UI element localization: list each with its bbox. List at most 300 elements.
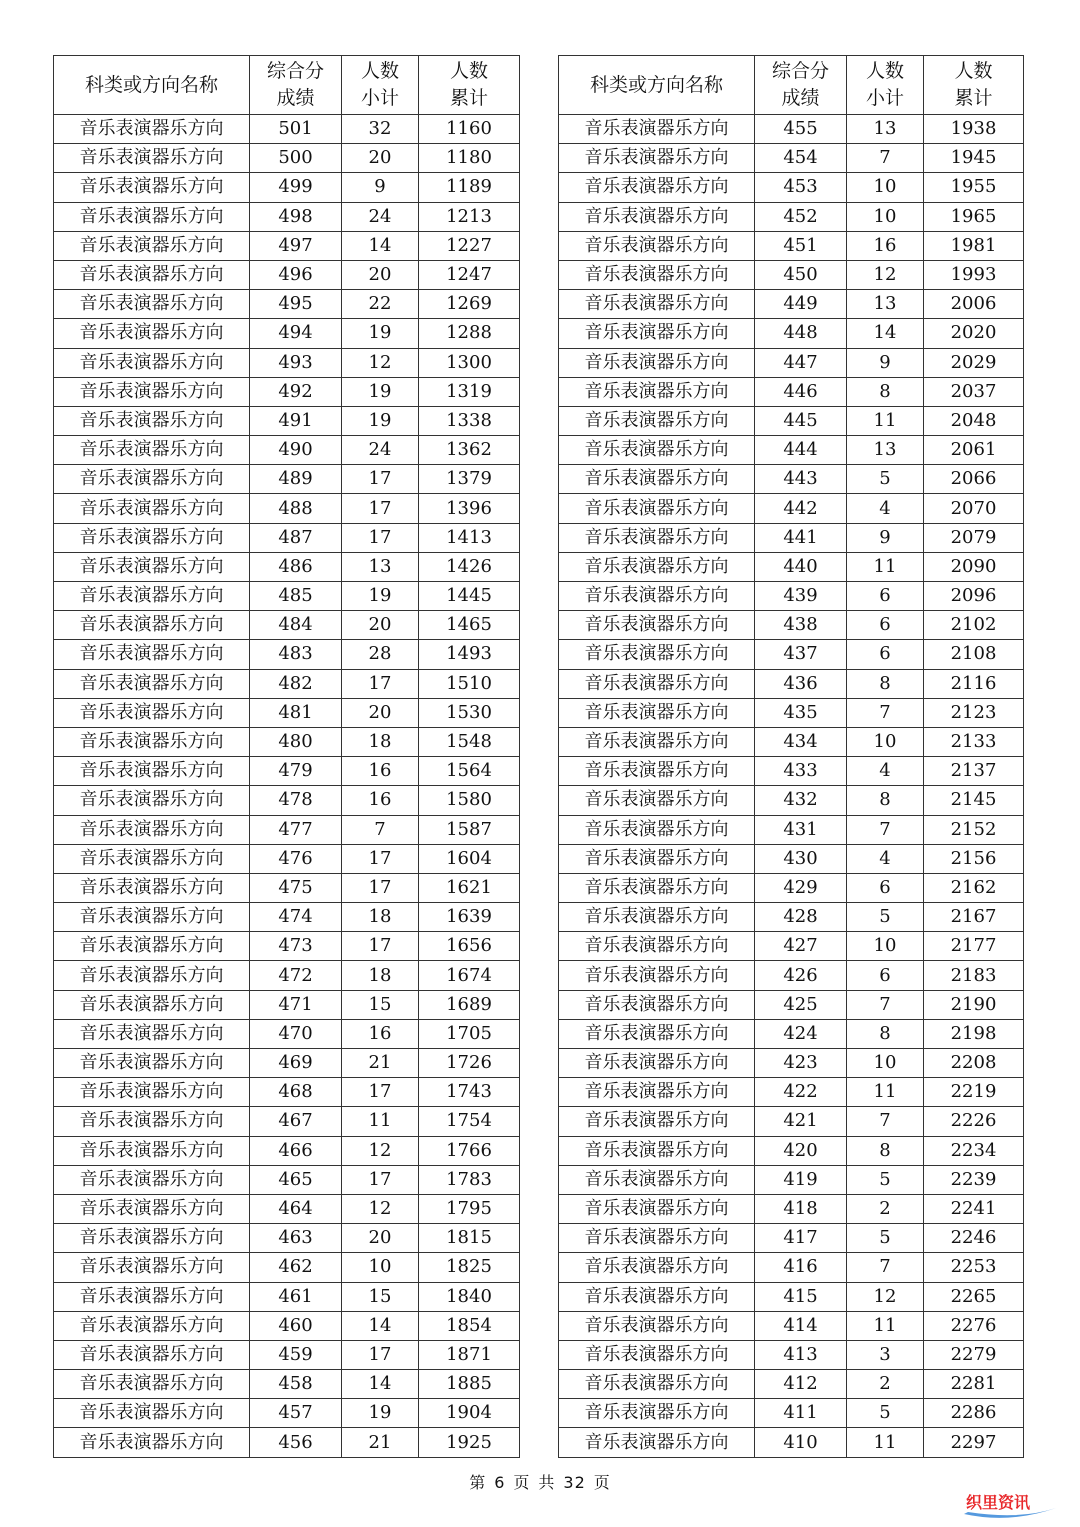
cell-count: 17 [342,494,419,523]
footer-page-word: 页 [513,1473,531,1492]
cell-name: 音乐表演器乐方向 [54,1311,250,1340]
cell-cumulative: 1530 [419,698,520,727]
cell-count: 17 [342,844,419,873]
header-cumulative: 人数 累计 [419,56,520,115]
table-row [54,1049,520,1078]
cell-score: 416 [755,1253,847,1282]
cell-name: 音乐表演器乐方向 [54,173,250,202]
cell-name: 音乐表演器乐方向 [559,494,755,523]
cell-cumulative: 2167 [924,903,1024,932]
table-row [559,1049,1024,1078]
cell-score: 479 [250,757,342,786]
table-row [54,406,520,435]
cell-name: 音乐表演器乐方向 [54,290,250,319]
cell-name: 音乐表演器乐方向 [559,319,755,348]
cell-name: 音乐表演器乐方向 [54,990,250,1019]
cell-count: 16 [342,757,419,786]
table-row [54,961,520,990]
table-row [559,202,1024,231]
cell-name: 音乐表演器乐方向 [559,406,755,435]
cell-cumulative: 1674 [419,961,520,990]
table-row [559,1165,1024,1194]
cell-count: 19 [342,1399,419,1428]
cell-cumulative: 2070 [924,494,1024,523]
cell-count: 11 [847,406,924,435]
cell-name: 音乐表演器乐方向 [559,1049,755,1078]
header-name: 科类或方向名称 [54,56,250,115]
table-row [559,961,1024,990]
table-row [54,873,520,902]
cell-count: 11 [847,1428,924,1457]
cell-count: 18 [342,961,419,990]
cell-score: 443 [755,465,847,494]
cell-score: 457 [250,1399,342,1428]
cell-cumulative: 2177 [924,932,1024,961]
cell-count: 5 [847,1399,924,1428]
table-row [54,903,520,932]
cell-cumulative: 2079 [924,523,1024,552]
cell-count: 10 [342,1253,419,1282]
cell-score: 464 [250,1194,342,1223]
cell-name: 音乐表演器乐方向 [559,552,755,581]
cell-cumulative: 2183 [924,961,1024,990]
table-row [559,1224,1024,1253]
cell-score: 483 [250,640,342,669]
cell-cumulative: 1300 [419,348,520,377]
table-row [559,757,1024,786]
cell-name: 音乐表演器乐方向 [559,348,755,377]
cell-count: 20 [342,144,419,173]
cell-count: 7 [847,698,924,727]
table-row [559,1136,1024,1165]
header-score: 综合分 成绩 [755,56,847,115]
cell-name: 音乐表演器乐方向 [559,436,755,465]
cell-name: 音乐表演器乐方向 [559,698,755,727]
cell-cumulative: 2096 [924,582,1024,611]
cell-name: 音乐表演器乐方向 [54,1224,250,1253]
table-row [559,348,1024,377]
table-row [54,1165,520,1194]
cell-cumulative: 1656 [419,932,520,961]
table-row [54,786,520,815]
cell-score: 447 [755,348,847,377]
cell-cumulative: 1639 [419,903,520,932]
cell-count: 5 [847,903,924,932]
cell-name: 音乐表演器乐方向 [559,231,755,260]
cell-score: 468 [250,1078,342,1107]
cell-count: 24 [342,202,419,231]
cell-count: 20 [342,260,419,289]
table-row [54,815,520,844]
cell-score: 484 [250,611,342,640]
cell-score: 453 [755,173,847,202]
cell-cumulative: 2279 [924,1340,1024,1369]
cell-cumulative: 2037 [924,377,1024,406]
cell-name: 音乐表演器乐方向 [559,1370,755,1399]
footer-total-word: 共 [538,1473,556,1492]
cell-name: 音乐表演器乐方向 [559,903,755,932]
table-row [559,231,1024,260]
cell-cumulative: 1247 [419,260,520,289]
cell-count: 21 [342,1049,419,1078]
cell-cumulative: 1743 [419,1078,520,1107]
cell-count: 12 [847,260,924,289]
cell-count: 16 [342,786,419,815]
footer-suffix: 页 [593,1473,611,1492]
table-row [559,494,1024,523]
cell-cumulative: 2145 [924,786,1024,815]
cell-cumulative: 2198 [924,1019,1024,1048]
cell-cumulative: 2116 [924,669,1024,698]
cell-cumulative: 1180 [419,144,520,173]
table-row [54,523,520,552]
cell-cumulative: 1587 [419,815,520,844]
cell-name: 音乐表演器乐方向 [559,377,755,406]
cell-count: 13 [847,115,924,144]
cell-score: 456 [250,1428,342,1457]
cell-cumulative: 2208 [924,1049,1024,1078]
cell-cumulative: 2006 [924,290,1024,319]
cell-count: 11 [847,552,924,581]
cell-score: 460 [250,1311,342,1340]
cell-score: 420 [755,1136,847,1165]
cell-name: 音乐表演器乐方向 [559,611,755,640]
cell-count: 6 [847,961,924,990]
cell-score: 419 [755,1165,847,1194]
header-count: 人数 小计 [847,56,924,115]
cell-score: 448 [755,319,847,348]
cell-count: 18 [342,903,419,932]
table-row [54,1253,520,1282]
cell-count: 28 [342,640,419,669]
cell-name: 音乐表演器乐方向 [54,319,250,348]
cell-name: 音乐表演器乐方向 [559,1399,755,1428]
cell-cumulative: 1925 [419,1428,520,1457]
table-row [559,1428,1024,1457]
cell-name: 音乐表演器乐方向 [54,669,250,698]
cell-cumulative: 2297 [924,1428,1024,1457]
table-row [559,1311,1024,1340]
cell-cumulative: 2152 [924,815,1024,844]
cell-cumulative: 2246 [924,1224,1024,1253]
cell-name: 音乐表演器乐方向 [54,552,250,581]
cell-name: 音乐表演器乐方向 [559,1136,755,1165]
cell-count: 15 [342,990,419,1019]
cell-score: 492 [250,377,342,406]
table-row [559,465,1024,494]
table-row [54,1078,520,1107]
cell-score: 439 [755,582,847,611]
table-row [54,494,520,523]
header-name: 科类或方向名称 [559,56,755,115]
table-row [54,1282,520,1311]
cell-score: 461 [250,1282,342,1311]
cell-count: 17 [342,465,419,494]
cell-cumulative: 1604 [419,844,520,873]
table-row [54,319,520,348]
cell-cumulative: 1413 [419,523,520,552]
cell-name: 音乐表演器乐方向 [559,961,755,990]
cell-cumulative: 1288 [419,319,520,348]
cell-name: 音乐表演器乐方向 [54,1399,250,1428]
cell-cumulative: 2048 [924,406,1024,435]
cell-score: 446 [755,377,847,406]
cell-count: 13 [342,552,419,581]
logo-text: 织里资讯 [966,1493,1031,1512]
cell-score: 489 [250,465,342,494]
cell-score: 498 [250,202,342,231]
table-row [559,319,1024,348]
table-row [559,1399,1024,1428]
table-row [54,290,520,319]
table-row [559,1370,1024,1399]
cell-count: 11 [847,1078,924,1107]
cell-score: 494 [250,319,342,348]
cell-cumulative: 1754 [419,1107,520,1136]
cell-cumulative: 1795 [419,1194,520,1223]
cell-name: 音乐表演器乐方向 [54,1049,250,1078]
cell-cumulative: 2029 [924,348,1024,377]
cell-score: 427 [755,932,847,961]
table-row [54,202,520,231]
table-row [559,260,1024,289]
cell-count: 6 [847,582,924,611]
table-row [559,436,1024,465]
cell-count: 6 [847,640,924,669]
cell-score: 450 [755,260,847,289]
footer-total-pages: 32 [563,1473,586,1492]
cell-name: 音乐表演器乐方向 [54,903,250,932]
cell-count: 9 [847,523,924,552]
cell-cumulative: 1766 [419,1136,520,1165]
cell-name: 音乐表演器乐方向 [54,231,250,260]
cell-score: 435 [755,698,847,727]
cell-cumulative: 1269 [419,290,520,319]
cell-count: 8 [847,669,924,698]
cell-count: 19 [342,377,419,406]
cell-name: 音乐表演器乐方向 [54,1428,250,1457]
table-row [559,1340,1024,1369]
cell-score: 476 [250,844,342,873]
table-row [559,1282,1024,1311]
cell-cumulative: 1955 [924,173,1024,202]
cell-score: 428 [755,903,847,932]
cell-count: 10 [847,202,924,231]
cell-name: 音乐表演器乐方向 [54,815,250,844]
table-row [54,990,520,1019]
cell-name: 音乐表演器乐方向 [54,377,250,406]
cell-count: 17 [342,1165,419,1194]
cell-count: 4 [847,494,924,523]
page-footer [0,1470,1080,1493]
table-row [559,173,1024,202]
table-row [54,757,520,786]
table-row [54,231,520,260]
cell-count: 14 [342,231,419,260]
cell-score: 467 [250,1107,342,1136]
cell-name: 音乐表演器乐方向 [559,260,755,289]
cell-score: 488 [250,494,342,523]
cell-cumulative: 2066 [924,465,1024,494]
cell-count: 12 [847,1282,924,1311]
cell-count: 17 [342,932,419,961]
cell-name: 音乐表演器乐方向 [54,1107,250,1136]
header-score: 综合分 成绩 [250,56,342,115]
cell-score: 429 [755,873,847,902]
cell-count: 21 [342,1428,419,1457]
table-row [54,640,520,669]
cell-score: 411 [755,1399,847,1428]
cell-cumulative: 1854 [419,1311,520,1340]
cell-score: 486 [250,552,342,581]
cell-score: 478 [250,786,342,815]
cell-count: 10 [847,1049,924,1078]
cell-name: 音乐表演器乐方向 [54,465,250,494]
cell-score: 425 [755,990,847,1019]
cell-count: 7 [342,815,419,844]
cell-count: 4 [847,844,924,873]
table-row [54,115,520,144]
cell-count: 9 [342,173,419,202]
cell-score: 465 [250,1165,342,1194]
cell-name: 音乐表演器乐方向 [54,1282,250,1311]
cell-name: 音乐表演器乐方向 [54,1340,250,1369]
cell-score: 497 [250,231,342,260]
cell-score: 469 [250,1049,342,1078]
cell-score: 472 [250,961,342,990]
cell-score: 424 [755,1019,847,1048]
cell-count: 7 [847,990,924,1019]
cell-cumulative: 1726 [419,1049,520,1078]
cell-score: 423 [755,1049,847,1078]
header-cumulative: 人数 累计 [924,56,1024,115]
cell-name: 音乐表演器乐方向 [559,1282,755,1311]
cell-score: 418 [755,1194,847,1223]
cell-score: 463 [250,1224,342,1253]
cell-count: 13 [847,290,924,319]
table-row [54,1311,520,1340]
cell-name: 音乐表演器乐方向 [559,669,755,698]
cell-score: 449 [755,290,847,319]
cell-cumulative: 2286 [924,1399,1024,1428]
table-row [54,377,520,406]
cell-score: 470 [250,1019,342,1048]
cell-cumulative: 2061 [924,436,1024,465]
cell-cumulative: 1825 [419,1253,520,1282]
cell-score: 500 [250,144,342,173]
cell-count: 18 [342,727,419,756]
cell-cumulative: 1379 [419,465,520,494]
cell-cumulative: 1981 [924,231,1024,260]
table-row [54,1428,520,1457]
cell-cumulative: 2281 [924,1370,1024,1399]
cell-name: 音乐表演器乐方向 [54,582,250,611]
cell-score: 440 [755,552,847,581]
cell-score: 444 [755,436,847,465]
cell-count: 14 [342,1370,419,1399]
cell-name: 音乐表演器乐方向 [559,844,755,873]
cell-name: 音乐表演器乐方向 [54,1253,250,1282]
cell-count: 5 [847,1224,924,1253]
cell-score: 459 [250,1340,342,1369]
cell-score: 477 [250,815,342,844]
score-table-left [53,55,520,1458]
cell-cumulative: 1396 [419,494,520,523]
cell-cumulative: 1945 [924,144,1024,173]
cell-count: 16 [342,1019,419,1048]
cell-name: 音乐表演器乐方向 [54,727,250,756]
table-row [54,144,520,173]
cell-name: 音乐表演器乐方向 [54,523,250,552]
cell-name: 音乐表演器乐方向 [559,290,755,319]
cell-name: 音乐表演器乐方向 [54,698,250,727]
cell-cumulative: 1564 [419,757,520,786]
cell-score: 414 [755,1311,847,1340]
cell-count: 10 [847,727,924,756]
cell-cumulative: 1362 [419,436,520,465]
cell-name: 音乐表演器乐方向 [559,932,755,961]
cell-count: 15 [342,1282,419,1311]
table-row [559,1019,1024,1048]
cell-name: 音乐表演器乐方向 [559,202,755,231]
cell-cumulative: 1840 [419,1282,520,1311]
cell-cumulative: 1580 [419,786,520,815]
cell-count: 8 [847,786,924,815]
cell-score: 421 [755,1107,847,1136]
cell-name: 音乐表演器乐方向 [54,873,250,902]
cell-name: 音乐表演器乐方向 [54,1370,250,1399]
watermark-logo [960,1488,1060,1522]
table-row [54,844,520,873]
table-row [54,173,520,202]
cell-cumulative: 1904 [419,1399,520,1428]
cell-count: 4 [847,757,924,786]
cell-cumulative: 1689 [419,990,520,1019]
cell-name: 音乐表演器乐方向 [559,786,755,815]
cell-score: 413 [755,1340,847,1369]
cell-cumulative: 2156 [924,844,1024,873]
cell-name: 音乐表演器乐方向 [559,115,755,144]
cell-count: 14 [847,319,924,348]
cell-cumulative: 1938 [924,115,1024,144]
table-row [54,932,520,961]
cell-cumulative: 2253 [924,1253,1024,1282]
cell-score: 496 [250,260,342,289]
table-row [559,698,1024,727]
table-row [559,932,1024,961]
cell-cumulative: 1548 [419,727,520,756]
table-row [559,144,1024,173]
cell-name: 音乐表演器乐方向 [54,406,250,435]
cell-name: 音乐表演器乐方向 [559,1194,755,1223]
cell-name: 音乐表演器乐方向 [54,348,250,377]
cell-name: 音乐表演器乐方向 [54,436,250,465]
cell-count: 19 [342,406,419,435]
table-row [54,611,520,640]
cell-cumulative: 2137 [924,757,1024,786]
cell-count: 8 [847,1019,924,1048]
cell-count: 14 [342,1311,419,1340]
cell-name: 音乐表演器乐方向 [559,873,755,902]
cell-cumulative: 1965 [924,202,1024,231]
table-row [54,1370,520,1399]
cell-cumulative: 1160 [419,115,520,144]
cell-score: 481 [250,698,342,727]
cell-cumulative: 2090 [924,552,1024,581]
cell-score: 430 [755,844,847,873]
cell-cumulative: 1510 [419,669,520,698]
cell-name: 音乐表演器乐方向 [559,1165,755,1194]
